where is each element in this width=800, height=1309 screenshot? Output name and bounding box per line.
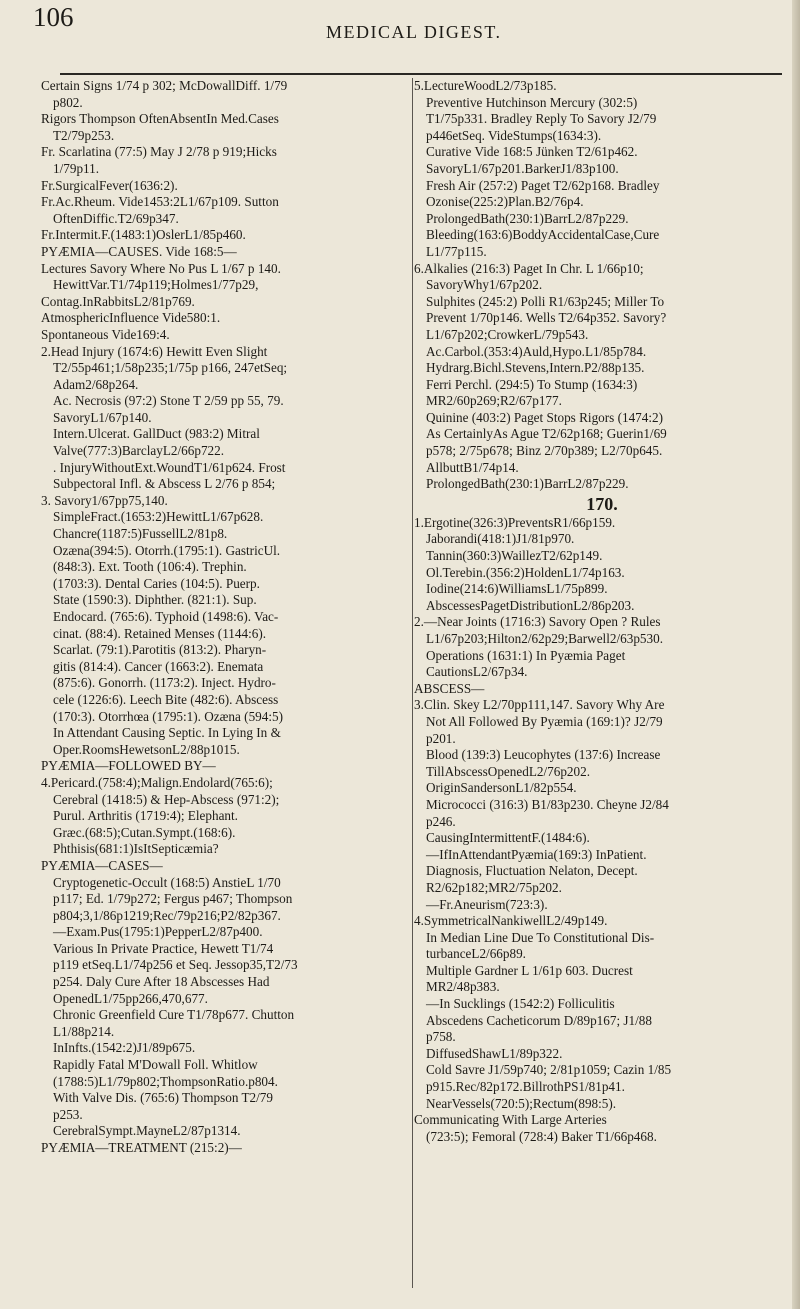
index-line: 1.Ergotine(326:3)PreventsR1/66p159. <box>414 514 616 530</box>
index-line: (723:5); Femoral (728:4) Baker T1/66p468. <box>426 1128 657 1144</box>
index-line: Ac. Necrosis (97:2) Stone T 2/59 pp 55, 79. <box>53 393 284 409</box>
left-column <box>41 78 409 1157</box>
index-line: 1/79p11. <box>53 160 100 176</box>
index-line: SavoryL1/67p201.BarkerJ1/83p100. <box>426 160 619 176</box>
index-line: Lectures Savory Where No Pus L 1/67 p 140. <box>41 260 281 276</box>
index-line: SimpleFract.(1653:2)HewittL1/67p628. <box>53 509 264 525</box>
index-line: InInfts.(1542:2)J1/89p675. <box>53 1040 196 1056</box>
index-line: ProlongedBath(230:1)BarrL2/87p229. <box>426 476 629 492</box>
index-line: p246. <box>426 813 456 829</box>
index-line: cinat. (88:4). Retained Menses (1144:6). <box>53 625 267 641</box>
index-line: Scarlat. (79:1).Parotitis (813:2). Pharyn- <box>53 642 267 658</box>
right-column <box>414 78 790 1145</box>
index-line: (875:6). Gonorrh. (1173:2). Inject. Hydro- <box>53 675 276 691</box>
index-line: Hydrarg.Bichl.Stevens,Intern.P2/88p135. <box>426 360 645 376</box>
index-line: 3.Clin. Skey L2/70pp111,147. Savory Why Are <box>414 697 665 713</box>
index-line: Græc.(68:5);Cutan.Sympt.(168:6). <box>53 824 236 840</box>
index-line: Communicating With Large Arteries <box>414 1112 607 1128</box>
running-title: MEDICAL DIGEST. <box>326 22 502 42</box>
index-line: —IfInAttendantPyæmia(169:3) InPatient. <box>426 846 647 862</box>
index-line: CautionsL2/67p34. <box>426 664 528 680</box>
index-line: ABSCESS— <box>414 680 485 696</box>
index-line: Quinine (403:2) Paget Stops Rigors (1474:2) <box>426 409 663 425</box>
index-line: With Valve Dis. (765:6) Thompson T2/79 <box>53 1090 273 1106</box>
index-line: Ferri Perchl. (294:5) To Stump (1634:3) <box>426 376 638 392</box>
index-line: Curative Vide 168:5 Jünken T2/61p462. <box>426 144 638 160</box>
index-line: Subpectoral Infl. & Abscess L 2/76 p 854; <box>53 476 276 492</box>
index-line: In Attendant Causing Septic. In Lying In & <box>53 725 281 741</box>
index-line: 2.Head Injury (1674:6) Hewitt Even Slight <box>41 343 268 359</box>
index-line: Ol.Terebin.(356:2)HoldenL1/74p163. <box>426 564 625 580</box>
index-line: p804;3,1/86p1219;Rec/79p216;P2/82p367. <box>53 907 281 923</box>
index-line: (848:3). Ext. Tooth (106:4). Trephin. <box>53 559 247 575</box>
index-line: p201. <box>426 730 456 746</box>
index-line: Fresh Air (257:2) Paget T2/62p168. Bradley <box>426 177 660 193</box>
page-edge <box>792 0 800 1309</box>
index-line: Oper.RoomsHewetsonL2/88p1015. <box>53 741 240 757</box>
index-line: Valve(777:3)BarclayL2/66p722. <box>53 443 225 459</box>
index-line: Endocard. (765:6). Typhoid (1498:6). Vac- <box>53 609 279 624</box>
index-line: 3. Savory1/67pp75,140. <box>41 492 168 508</box>
index-line: cele (1226:6). Leech Bite (482:6). Abscess <box>53 691 279 707</box>
index-line: p446etSeq. VideStumps(1634:3). <box>426 127 602 143</box>
index-line: p802. <box>53 94 83 110</box>
index-line: 5.LectureWoodL2/73p185. <box>414 78 557 93</box>
index-line: Cold Savre J1/59p740; 2/81p1059; Cazin 1/85 <box>426 1062 672 1078</box>
index-line: In Median Line Due To Constitutional Dis- <box>426 929 655 945</box>
index-line: R2/62p182;MR2/75p202. <box>426 879 562 895</box>
index-line: turbanceL2/66p89. <box>426 946 526 962</box>
index-line: DiffusedShawL1/89p322. <box>426 1045 563 1061</box>
index-line: Certain Signs 1/74 p 302; McDowallDiff. 1/79 <box>41 78 288 93</box>
index-line: p254. Daly Cure After 18 Abscesses Had <box>53 974 270 990</box>
index-line: Multiple Gardner L 1/61p 603. Ducrest <box>426 962 633 978</box>
header-rule <box>60 73 782 75</box>
index-line: T2/79p253. <box>53 127 115 143</box>
index-line: Cryptogenetic-Occult (168:5) AnstieL 1/70 <box>53 874 281 890</box>
index-line: Abscedens Cacheticorum D/89p167; J1/88 <box>426 1012 652 1028</box>
index-line: p915.Rec/82p172.BillrothPS1/81p41. <box>426 1079 625 1095</box>
index-line: ProlongedBath(230:1)BarrL2/87p229. <box>426 210 629 226</box>
index-line: Bleeding(163:6)BoddyAccidentalCase,Cure <box>426 227 660 243</box>
index-line: Iodine(214:6)WilliamsL1/75p899. <box>426 581 608 597</box>
index-line: Diagnosis, Fluctuation Nelaton, Decept. <box>426 863 638 879</box>
index-line: MR2/60p269;R2/67p177. <box>426 393 562 409</box>
index-line: OftenDiffic.T2/69p347. <box>53 210 179 226</box>
index-line: AtmosphericInfluence Vide580:1. <box>41 310 221 326</box>
index-line: 170. <box>586 493 618 514</box>
index-line: p117; Ed. 1/79p272; Fergus p467; Thompson <box>53 891 293 907</box>
index-line: Micrococci (316:3) B1/83p230. Cheyne J2/84 <box>426 796 669 812</box>
index-line: Fr.Ac.Rheum. Vide1453:2L1/67p109. Sutton <box>41 194 279 210</box>
index-line: Jaborandi(418:1)J1/81p970. <box>426 531 575 547</box>
index-line: Purul. Arthritis (1719:4); Elephant. <box>53 808 238 824</box>
index-line: Spontaneous Vide169:4. <box>41 326 170 342</box>
index-line: —In Sucklings (1542:2) Folliculitis <box>426 996 615 1012</box>
index-line: L1/77p115. <box>426 243 487 259</box>
index-line: Prevent 1/70p146. Wells T2/64p352. Savory? <box>426 310 667 326</box>
index-line: Ozæna(394:5). Otorrh.(1795:1). GastricUl. <box>53 542 281 558</box>
index-line: Phthisis(681:1)IsItSepticæmia? <box>53 841 219 857</box>
index-line: Rapidly Fatal M'Dowall Foll. Whitlow <box>53 1057 258 1073</box>
index-line: 4.Pericard.(758:4);Malign.Endolard(765:6); <box>41 774 273 790</box>
index-line: p578; 2/75p678; Binz 2/70p389; L2/70p645. <box>426 443 663 459</box>
index-line: p758. <box>426 1029 456 1045</box>
index-line: L1/67p202;CrowkerL/79p543. <box>426 326 589 342</box>
index-line: Tannin(360:3)WaillezT2/62p149. <box>426 548 603 564</box>
index-line: HewittVar.T1/74p119;Holmes1/77p29, <box>53 277 259 293</box>
index-line: MR2/48p383. <box>426 979 500 995</box>
index-line: Ozonise(225:2)Plan.B2/76p4. <box>426 194 584 210</box>
index-line: PYÆMIA—CASES— <box>41 857 163 873</box>
index-line: —Exam.Pus(1795:1)PepperL2/87p400. <box>53 924 263 940</box>
index-line: Fr.Intermit.F.(1483:1)OslerL1/85p460. <box>41 227 246 243</box>
index-line: Contag.InRabbitsL2/81p769. <box>41 293 195 309</box>
index-line: SavoryWhy1/67p202. <box>426 277 543 293</box>
index-line: Cerebral (1418:5) & Hep-Abscess (971:2); <box>53 791 280 807</box>
index-line: Various In Private Practice, Hewett T1/74 <box>53 940 274 956</box>
index-line: OpenedL1/75pp266,470,677. <box>53 990 208 1006</box>
index-line: Fr.SurgicalFever(1636:2). <box>41 177 178 193</box>
index-line: Ac.Carbol.(353:4)Auld,Hypo.L1/85p784. <box>426 343 647 359</box>
index-line: PYÆMIA—FOLLOWED BY— <box>41 758 216 774</box>
index-line: Adam2/68p264. <box>53 376 139 392</box>
index-line: T2/55p461;1/58p235;1/75p p166, 247etSeq; <box>53 360 288 376</box>
index-line: p119 etSeq.L1/74p256 et Seq. Jessop35,T2/73 <box>53 957 298 973</box>
index-line: Preventive Hutchinson Mercury (302:5) <box>426 94 638 110</box>
index-line: NearVessels(720:5);Rectum(898:5). <box>426 1095 617 1111</box>
index-line: AllbuttB1/74p14. <box>426 459 519 475</box>
index-line: As CertainlyAs Ague T2/62p168; Guerin1/69 <box>426 426 667 442</box>
index-line: L1/88p214. <box>53 1023 115 1039</box>
index-line: p253. <box>53 1106 83 1122</box>
index-line: Fr. Scarlatina (77:5) May J 2/78 p 919;Hicks <box>41 144 277 160</box>
index-line: (1788:5)L1/79p802;ThompsonRatio.p804. <box>53 1073 278 1089</box>
index-line: . InjuryWithoutExt.WoundT1/61p624. Frost <box>53 459 286 475</box>
index-line: SavoryL1/67p140. <box>53 409 152 425</box>
index-line: 4.SymmetricalNankiwellL2/49p149. <box>414 913 608 929</box>
index-line: PYÆMIA—CAUSES. Vide 168:5— <box>41 243 237 259</box>
index-line: Sulphites (245:2) Polli R1/63p245; Miller To <box>426 293 665 309</box>
index-line: OriginSandersonL1/82p554. <box>426 780 577 796</box>
index-line: CausingIntermittentF.(1484:6). <box>426 830 590 846</box>
index-line: TillAbscessOpenedL2/76p202. <box>426 763 590 779</box>
index-line: PYÆMIA—TREATMENT (215:2)— <box>41 1140 242 1155</box>
index-line: —Fr.Aneurism(723:3). <box>426 896 548 912</box>
index-line: Chancre(1187:5)FussellL2/81p8. <box>53 526 228 542</box>
index-line: CerebralSympt.MayneL2/87p1314. <box>53 1123 241 1139</box>
index-line: Chronic Greenfield Cure T1/78p677. Chutton <box>53 1007 295 1023</box>
index-line: (170:3). Otorrhœa (1795:1). Ozæna (594:5) <box>53 708 283 724</box>
column-divider <box>412 78 413 1288</box>
index-line: Blood (139:3) Leucophytes (137:6) Increase <box>426 747 661 763</box>
index-line: 6.Alkalies (216:3) Paget In Chr. L 1/66p10; <box>414 260 644 276</box>
index-line: Operations (1631:1) In Pyæmia Paget <box>426 647 626 663</box>
index-line: Rigors Thompson OftenAbsentIn Med.Cases <box>41 111 279 127</box>
index-line: gitis (814:4). Cancer (1663:2). Enemata <box>53 658 264 674</box>
index-line: State (1590:3). Diphther. (821:1). Sup. <box>53 592 257 608</box>
index-line: AbscessesPagetDistributionL2/86p203. <box>426 597 635 613</box>
index-line: Intern.Ulcerat. GallDuct (983:2) Mitral <box>53 426 260 442</box>
page-number: 106 <box>33 2 74 32</box>
index-line: T1/75p331. Bradley Reply To Savory J2/79 <box>426 111 657 127</box>
index-line: L1/67p203;Hilton2/62p29;Barwell2/63p530. <box>426 631 663 646</box>
index-line: 2.—Near Joints (1716:3) Savory Open ? Rules <box>414 614 661 630</box>
index-line: (1703:3). Dental Caries (104:5). Puerp. <box>53 575 260 591</box>
index-line: Not All Followed By Pyæmia (169:1)? J2/79 <box>426 713 663 729</box>
